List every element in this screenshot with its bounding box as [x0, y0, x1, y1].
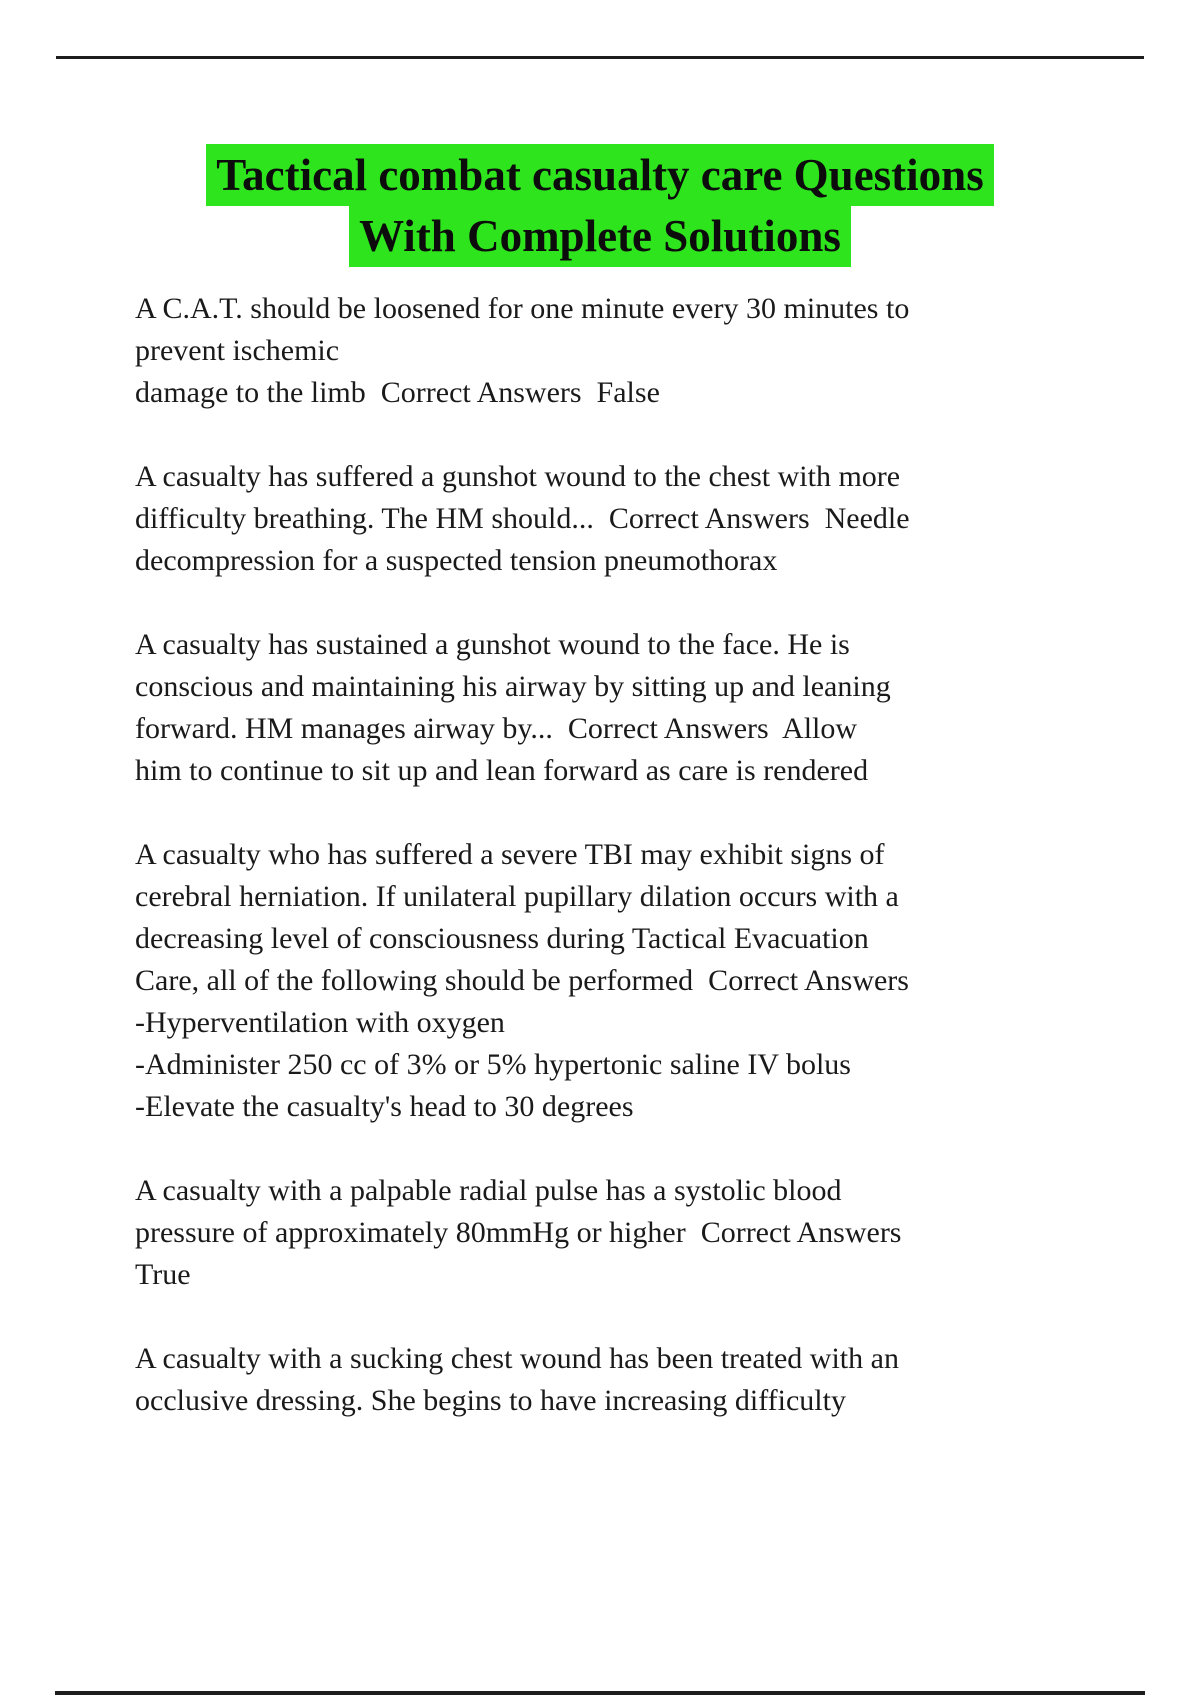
- paragraph: [135, 624, 1025, 792]
- text-line: -Hyperventilation with oxygen: [135, 1006, 505, 1039]
- text-line: A casualty has sustained a gunshot wound to the face. He is: [135, 628, 850, 661]
- text-line: prevent ischemic: [135, 334, 340, 367]
- paragraph: [135, 834, 1025, 1128]
- text-line: A C.A.T. should be loosened for one minute every 30 minutes to: [135, 292, 910, 325]
- text-line: decompression for a suspected tension pneumothorax: [135, 544, 778, 577]
- header-rule: [56, 56, 1144, 59]
- text-line: True: [135, 1258, 191, 1291]
- text-line: A casualty with a sucking chest wound has been treated with an: [135, 1342, 899, 1375]
- text-line: damage to the limb Correct Answers False: [135, 376, 660, 409]
- text-line: A casualty with a palpable radial pulse has a systolic blood: [135, 1174, 842, 1207]
- footer-rule: [55, 1691, 1145, 1695]
- text-line: difficulty breathing. The HM should... Correct Answers Needle: [135, 502, 910, 535]
- title-line: With Complete Solutions: [349, 205, 851, 267]
- paragraph: [135, 1170, 1025, 1296]
- text-line: occlusive dressing. She begins to have increasing difficulty: [135, 1384, 846, 1417]
- title-line: Tactical combat casualty care Questions: [206, 144, 993, 206]
- text-line: decreasing level of consciousness during Tactical Evacuation: [135, 922, 869, 955]
- document-body: [135, 288, 1025, 1422]
- paragraph: [135, 456, 1025, 582]
- text-line: cerebral herniation. If unilateral pupillary dilation occurs with a: [135, 880, 899, 913]
- text-line: forward. HM manages airway by... Correct Answers Allow: [135, 712, 858, 745]
- document-title: [0, 145, 1200, 267]
- paragraph: [135, 1338, 1025, 1422]
- text-line: A casualty has suffered a gunshot wound to the chest with more: [135, 460, 901, 493]
- text-line: A casualty who has suffered a severe TBI may exhibit signs of: [135, 838, 885, 871]
- text-line: him to continue to sit up and lean forward as care is rendered: [135, 754, 869, 787]
- text-line: -Elevate the casualty's head to 30 degrees: [135, 1090, 634, 1123]
- text-line: pressure of approximately 80mmHg or higher Correct Answers: [135, 1216, 902, 1249]
- text-line: Care, all of the following should be performed Correct Answers: [135, 964, 909, 997]
- text-line: conscious and maintaining his airway by sitting up and leaning: [135, 670, 891, 703]
- paragraph: [135, 288, 1025, 414]
- text-line: -Administer 250 cc of 3% or 5% hypertonic saline IV bolus: [135, 1048, 851, 1081]
